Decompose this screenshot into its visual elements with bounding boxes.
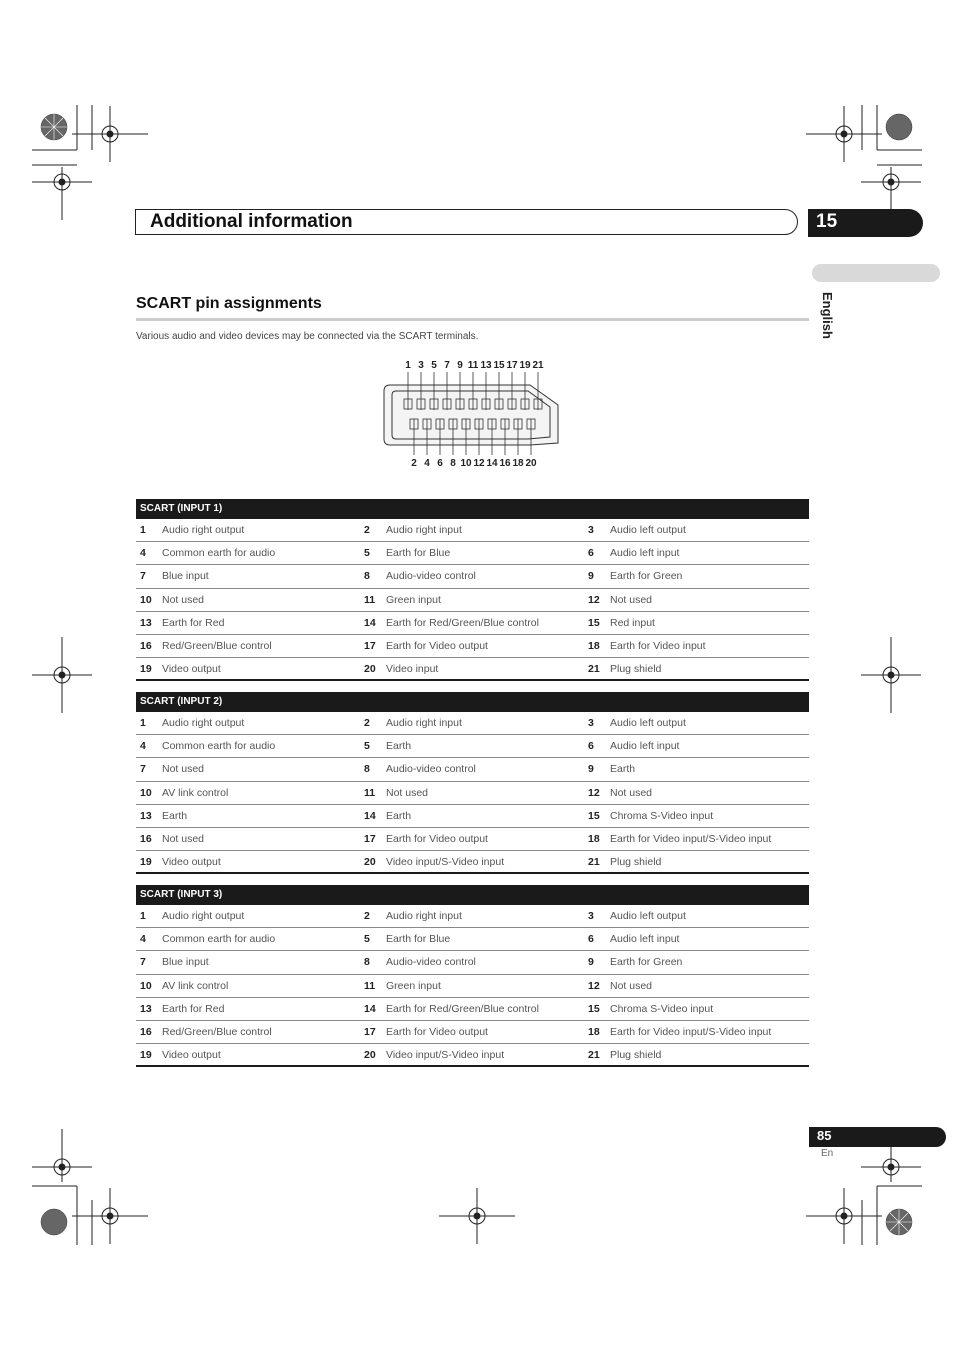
pin-number: 20 [364, 663, 376, 676]
pin-description: Chroma S-Video input [610, 1002, 714, 1015]
pin-description: Common earth for audio [162, 933, 276, 946]
pin-number: 18 [588, 832, 600, 845]
pin-description: Red/Green/Blue control [162, 1025, 272, 1038]
intro-text: Various audio and video devices may be connected via the SCART terminals. [136, 331, 479, 342]
pin-number: 16 [140, 1025, 152, 1038]
pin-number: 1 [140, 524, 146, 536]
pin-description: Earth for Green [610, 570, 683, 583]
pin-number: 11 [364, 979, 376, 992]
table-row [136, 635, 809, 658]
pin-number: 14 [364, 809, 376, 822]
pin-number: 13 [140, 616, 152, 629]
top-pin-label: 7 [444, 360, 450, 371]
pin-number: 21 [588, 1049, 600, 1062]
pin-description: Earth for Video input [610, 639, 706, 652]
pin-number: 10 [140, 593, 152, 606]
pin-description: Video output [162, 663, 221, 676]
top-pin-label: 11 [467, 360, 479, 371]
pin-number: 6 [588, 933, 594, 946]
chapter-number: 15 [816, 211, 838, 232]
top-pin-label: 13 [480, 360, 492, 371]
pin-number: 19 [140, 1049, 152, 1062]
pin-description: Plug shield [610, 1049, 662, 1062]
table-row [136, 658, 809, 681]
pin-number: 3 [588, 910, 594, 922]
pin-description: Red input [610, 616, 655, 629]
pin-number: 9 [588, 570, 594, 583]
page-title: Additional information [150, 211, 353, 232]
pin-description: Earth for Red [162, 1002, 225, 1015]
pin-description: Earth for Red [162, 616, 225, 629]
pin-number: 15 [588, 809, 600, 822]
pin-description: Video input/S-Video input [386, 856, 505, 869]
pin-description: AV link control [162, 786, 229, 799]
top-pin-label: 19 [519, 360, 531, 371]
pin-description: Audio left output [610, 910, 686, 922]
pin-description: AV link control [162, 979, 229, 992]
pin-description: Earth for Red/Green/Blue control [386, 1002, 539, 1015]
pin-number: 3 [588, 717, 594, 729]
table-row [136, 612, 809, 635]
pin-number: 12 [588, 979, 600, 992]
pin-description: Audio right input [386, 717, 462, 729]
pin-number: 5 [364, 740, 370, 753]
pin-description: Earth for Video input/S-Video input [610, 832, 772, 845]
pin-description: Earth [386, 809, 412, 822]
pin-number: 14 [364, 616, 376, 629]
table-row [136, 975, 809, 998]
bottom-pin-label: 14 [486, 458, 498, 469]
pin-number: 5 [364, 547, 370, 560]
pin-number: 21 [588, 663, 600, 676]
pin-number: 19 [140, 856, 152, 869]
pin-number: 2 [364, 524, 370, 536]
pin-number: 6 [588, 740, 594, 753]
pin-description: Not used [610, 593, 653, 606]
table-row [136, 928, 809, 951]
table-row [136, 712, 809, 735]
table-row [136, 565, 809, 588]
table-row [136, 805, 809, 828]
pin-number: 4 [140, 740, 146, 753]
pin-description: Common earth for audio [162, 547, 276, 560]
section-title: SCART pin assignments [136, 295, 322, 312]
pin-description: Not used [610, 979, 653, 992]
pin-description: Earth [162, 809, 188, 822]
top-pin-label: 17 [506, 360, 518, 371]
language-tab [812, 264, 940, 282]
table-row [136, 905, 809, 928]
bottom-pin-label: 4 [424, 458, 430, 469]
pin-number: 15 [588, 616, 600, 629]
table-row [136, 542, 809, 565]
pin-number: 1 [140, 910, 146, 922]
pin-description: Video input [386, 663, 439, 676]
pin-number: 3 [588, 524, 594, 536]
bottom-pin-label: 8 [450, 458, 456, 469]
table-title: SCART (INPUT 1) [136, 499, 809, 519]
pin-description: Video output [162, 1049, 221, 1062]
pin-description: Audio right output [162, 910, 245, 922]
bottom-pin-label: 10 [460, 458, 472, 469]
pin-description: Earth for Video input/S-Video input [610, 1025, 772, 1038]
table-row [136, 828, 809, 851]
bottom-pin-label: 12 [473, 458, 485, 469]
pin-number: 2 [364, 910, 370, 922]
pin-description: Audio left input [610, 547, 680, 560]
bottom-pin-label: 6 [437, 458, 443, 469]
pin-number: 13 [140, 1002, 152, 1015]
language-label: English [820, 292, 835, 339]
pin-description: Audio-video control [386, 956, 476, 969]
pin-number: 19 [140, 663, 152, 676]
bottom-pin-label: 18 [512, 458, 524, 469]
pin-description: Audio left output [610, 717, 686, 729]
pin-number: 13 [140, 809, 152, 822]
section-divider [136, 318, 809, 321]
pin-description: Audio right output [162, 717, 245, 729]
pin-description: Video input/S-Video input [386, 1049, 505, 1062]
scart-table [136, 885, 809, 1067]
pin-number: 10 [140, 979, 152, 992]
pin-number: 18 [588, 1025, 600, 1038]
pin-number: 4 [140, 933, 146, 946]
pin-description: Earth for Blue [386, 547, 451, 560]
pin-description: Plug shield [610, 663, 662, 676]
page-number: 85 [817, 1128, 832, 1143]
pin-number: 18 [588, 639, 600, 652]
pin-description: Earth for Video output [386, 832, 488, 845]
pin-number: 7 [140, 956, 146, 969]
top-pin-label: 9 [457, 360, 463, 371]
pin-description: Audio left input [610, 933, 680, 946]
pin-number: 9 [588, 956, 594, 969]
table-row [136, 1044, 809, 1067]
pin-description: Blue input [162, 956, 209, 969]
pin-number: 4 [140, 547, 146, 560]
pin-description: Earth for Green [610, 956, 683, 969]
pin-description: Audio-video control [386, 763, 476, 776]
pin-number: 15 [588, 1002, 600, 1015]
pin-description: Green input [386, 593, 441, 606]
table-row [136, 589, 809, 612]
pin-number: 2 [364, 717, 370, 729]
pin-number: 8 [364, 570, 370, 583]
pin-description: Audio right output [162, 524, 245, 536]
pin-number: 8 [364, 956, 370, 969]
table-row [136, 758, 809, 781]
page-number-badge [809, 1127, 946, 1147]
pin-number: 5 [364, 933, 370, 946]
pin-number: 16 [140, 832, 152, 845]
pin-number: 6 [588, 547, 594, 560]
pin-number: 11 [364, 593, 376, 606]
pin-description: Video output [162, 856, 221, 869]
pin-number: 14 [364, 1002, 376, 1015]
pin-description: Audio left input [610, 740, 680, 753]
pin-number: 7 [140, 763, 146, 776]
pin-description: Not used [386, 786, 429, 799]
top-pin-label: 1 [405, 360, 411, 371]
pin-number: 20 [364, 1049, 376, 1062]
pin-description: Not used [610, 786, 653, 799]
page-language: En [821, 1148, 834, 1159]
table-title: SCART (INPUT 3) [136, 885, 809, 905]
top-pin-label: 3 [418, 360, 424, 371]
pin-description: Common earth for audio [162, 740, 276, 753]
table-title: SCART (INPUT 2) [136, 692, 809, 712]
pin-description: Audio left output [610, 524, 686, 536]
pin-number: 7 [140, 570, 146, 583]
pin-number: 9 [588, 763, 594, 776]
scart-table [136, 692, 809, 874]
pin-number: 12 [588, 593, 600, 606]
pin-description: Earth for Blue [386, 933, 451, 946]
pin-description: Plug shield [610, 856, 662, 869]
pin-number: 17 [364, 832, 376, 845]
bottom-pin-label: 2 [411, 458, 417, 469]
pin-number: 20 [364, 856, 376, 869]
table-row [136, 519, 809, 542]
bottom-pin-label: 20 [525, 458, 537, 469]
table-row [136, 735, 809, 758]
pin-number: 11 [364, 786, 376, 799]
pin-description: Red/Green/Blue control [162, 639, 272, 652]
scart-connector-diagram [380, 355, 570, 470]
pin-description: Earth [610, 763, 636, 776]
pin-description: Earth for Video output [386, 1025, 488, 1038]
header-bar [135, 209, 798, 235]
top-pin-label: 5 [431, 360, 437, 371]
chapter-badge [808, 209, 923, 237]
pin-description: Earth for Video output [386, 639, 488, 652]
scart-table [136, 499, 809, 681]
pin-description: Earth [386, 740, 412, 753]
pin-number: 16 [140, 639, 152, 652]
table-row [136, 951, 809, 974]
table-row [136, 998, 809, 1021]
pin-description: Audio-video control [386, 570, 476, 583]
pin-number: 17 [364, 639, 376, 652]
pin-description: Audio right input [386, 524, 462, 536]
pin-number: 1 [140, 717, 146, 729]
table-row [136, 782, 809, 805]
top-pin-label: 21 [532, 360, 544, 371]
pin-description: Not used [162, 832, 205, 845]
pin-description: Not used [162, 593, 205, 606]
pin-description: Blue input [162, 570, 209, 583]
pin-number: 10 [140, 786, 152, 799]
bottom-pin-label: 16 [499, 458, 511, 469]
pin-number: 17 [364, 1025, 376, 1038]
pin-description: Earth for Red/Green/Blue control [386, 616, 539, 629]
pin-description: Not used [162, 763, 205, 776]
pin-description: Chroma S-Video input [610, 809, 714, 822]
pin-description: Green input [386, 979, 441, 992]
pin-number: 21 [588, 856, 600, 869]
pin-description: Audio right input [386, 910, 462, 922]
top-pin-label: 15 [493, 360, 505, 371]
table-row [136, 851, 809, 874]
pin-number: 12 [588, 786, 600, 799]
pin-number: 8 [364, 763, 370, 776]
table-row [136, 1021, 809, 1044]
